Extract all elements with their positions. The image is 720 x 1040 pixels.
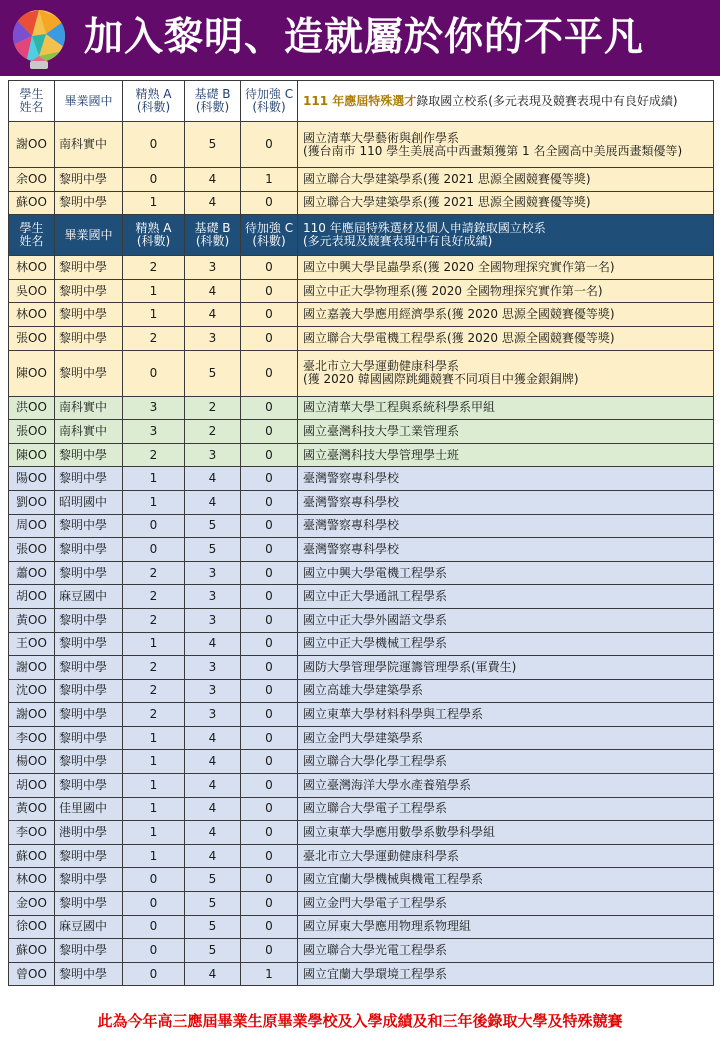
junior-high-cell: 黎明中學 <box>55 703 123 727</box>
count-b-cell: 5 <box>185 122 241 168</box>
count-c-cell: 0 <box>241 122 298 168</box>
student-name-cell: 林OO <box>9 303 55 327</box>
footer-note: 此為今年高三應屆畢業生原畢業學校及入學成績及和三年後錄取大學及特殊競賽 <box>97 1012 623 1030</box>
table-row <box>9 467 714 491</box>
admitted-department-cell: 國立中正大學通訊工程學系 <box>298 585 714 609</box>
count-b-cell: 3 <box>185 256 241 280</box>
header-student-name: 學生 姓名 <box>9 81 55 122</box>
count-a-cell: 1 <box>123 750 185 774</box>
count-a-cell: 1 <box>123 467 185 491</box>
count-a-cell: 3 <box>123 396 185 420</box>
count-a-cell: 0 <box>123 939 185 963</box>
count-a-cell: 1 <box>123 632 185 656</box>
count-a-cell: 0 <box>123 892 185 916</box>
table-row <box>9 774 714 798</box>
admitted-department-cell: 國立清華大學藝術與創作學系 (獲台南市 110 學生美展高中西畫類獲第 1 名全國高中美展西畫類優等) <box>298 122 714 168</box>
header-count-b: 基礎 B (科數) <box>185 215 241 256</box>
count-b-cell: 3 <box>185 443 241 467</box>
junior-high-cell: 黎明中學 <box>55 256 123 280</box>
count-c-cell: 0 <box>241 191 298 215</box>
count-c-cell: 0 <box>241 797 298 821</box>
count-c-cell: 0 <box>241 868 298 892</box>
junior-high-cell: 黎明中學 <box>55 168 123 192</box>
count-a-cell: 0 <box>123 962 185 986</box>
junior-high-cell: 黎明中學 <box>55 443 123 467</box>
table-row <box>9 608 714 632</box>
student-name-cell: 陳OO <box>9 443 55 467</box>
count-b-cell: 5 <box>185 939 241 963</box>
count-a-cell: 1 <box>123 844 185 868</box>
count-b-cell: 3 <box>185 608 241 632</box>
junior-high-cell: 黎明中學 <box>55 608 123 632</box>
student-name-cell: 陳OO <box>9 350 55 396</box>
student-name-cell: 張OO <box>9 326 55 350</box>
admitted-department-cell: 國立聯合大學光電工程學系 <box>298 939 714 963</box>
count-b-cell: 4 <box>185 168 241 192</box>
count-b-cell: 3 <box>185 326 241 350</box>
count-a-cell: 0 <box>123 168 185 192</box>
student-name-cell: 黃OO <box>9 797 55 821</box>
junior-high-cell: 南科實中 <box>55 396 123 420</box>
student-name-cell: 楊OO <box>9 750 55 774</box>
admitted-department-cell: 國立屏東大學應用物理系物理組 <box>298 915 714 939</box>
count-a-cell: 0 <box>123 350 185 396</box>
header-count-c: 待加強 C (科數) <box>241 215 298 256</box>
student-name-cell: 蕭OO <box>9 561 55 585</box>
count-c-cell: 0 <box>241 396 298 420</box>
header-admitted-department: 110 年應屆特殊選材及個人申請錄取國立校系 (多元表現及競賽表現中有良好成績) <box>298 215 714 256</box>
student-name-cell: 金OO <box>9 892 55 916</box>
count-c-cell: 0 <box>241 538 298 562</box>
count-c-cell: 0 <box>241 703 298 727</box>
table-row <box>9 915 714 939</box>
count-c-cell: 0 <box>241 915 298 939</box>
count-a-cell: 1 <box>123 490 185 514</box>
count-a-cell: 2 <box>123 561 185 585</box>
count-b-cell: 4 <box>185 490 241 514</box>
count-b-cell: 2 <box>185 420 241 444</box>
admitted-department-cell: 國立宜蘭大學機械與機電工程學系 <box>298 868 714 892</box>
admitted-department-cell: 國立聯合大學電機工程學系(獲 2020 思源全國競賽優等獎) <box>298 326 714 350</box>
junior-high-cell: 黎明中學 <box>55 191 123 215</box>
count-c-cell: 0 <box>241 303 298 327</box>
count-b-cell: 5 <box>185 514 241 538</box>
count-a-cell: 1 <box>123 191 185 215</box>
admitted-department-cell: 國立中興大學電機工程學系 <box>298 561 714 585</box>
table-row <box>9 726 714 750</box>
admitted-department-cell: 臺灣警察專科學校 <box>298 514 714 538</box>
count-a-cell: 1 <box>123 821 185 845</box>
table-row <box>9 585 714 609</box>
junior-high-cell: 黎明中學 <box>55 561 123 585</box>
student-name-cell: 李OO <box>9 726 55 750</box>
count-c-cell: 0 <box>241 656 298 680</box>
student-name-cell: 胡OO <box>9 585 55 609</box>
count-b-cell: 5 <box>185 892 241 916</box>
count-c-cell: 1 <box>241 168 298 192</box>
junior-high-cell: 黎明中學 <box>55 467 123 491</box>
student-name-cell: 蘇OO <box>9 939 55 963</box>
header-count-a: 精熟 A (科數) <box>123 215 185 256</box>
admitted-department-cell: 國立東華大學應用數學系數學科學組 <box>298 821 714 845</box>
header-junior-high: 畢業國中 <box>55 81 123 122</box>
count-c-cell: 0 <box>241 467 298 491</box>
table-row <box>9 396 714 420</box>
admitted-department-cell: 臺北市立大學運動健康科學系 <box>298 844 714 868</box>
junior-high-cell: 黎明中學 <box>55 726 123 750</box>
count-a-cell: 2 <box>123 585 185 609</box>
junior-high-cell: 黎明中學 <box>55 750 123 774</box>
count-a-cell: 0 <box>123 122 185 168</box>
admitted-department-cell: 國立臺灣科技大學工業管理系 <box>298 420 714 444</box>
count-a-cell: 0 <box>123 868 185 892</box>
student-name-cell: 吳OO <box>9 279 55 303</box>
junior-high-cell: 黎明中學 <box>55 962 123 986</box>
count-c-cell: 0 <box>241 774 298 798</box>
junior-high-cell: 黎明中學 <box>55 279 123 303</box>
count-a-cell: 1 <box>123 279 185 303</box>
junior-high-cell: 昭明國中 <box>55 490 123 514</box>
junior-high-cell: 黎明中學 <box>55 350 123 396</box>
count-a-cell: 0 <box>123 915 185 939</box>
student-name-cell: 林OO <box>9 256 55 280</box>
student-name-cell: 張OO <box>9 420 55 444</box>
count-c-cell: 0 <box>241 821 298 845</box>
junior-high-cell: 黎明中學 <box>55 632 123 656</box>
count-c-cell: 0 <box>241 632 298 656</box>
count-b-cell: 4 <box>185 844 241 868</box>
count-c-cell: 0 <box>241 561 298 585</box>
table-row <box>9 844 714 868</box>
admitted-department-cell: 臺灣警察專科學校 <box>298 538 714 562</box>
count-c-cell: 0 <box>241 844 298 868</box>
junior-high-cell: 黎明中學 <box>55 679 123 703</box>
student-name-cell: 曾OO <box>9 962 55 986</box>
junior-high-cell: 麻豆國中 <box>55 915 123 939</box>
count-a-cell: 2 <box>123 703 185 727</box>
count-b-cell: 4 <box>185 774 241 798</box>
junior-high-cell: 黎明中學 <box>55 303 123 327</box>
student-name-cell: 余OO <box>9 168 55 192</box>
admitted-department-cell: 國立臺灣海洋大學水產養殖學系 <box>298 774 714 798</box>
student-name-cell: 謝OO <box>9 122 55 168</box>
count-b-cell: 4 <box>185 191 241 215</box>
admitted-department-cell: 國立金門大學建築學系 <box>298 726 714 750</box>
admitted-department-cell: 國立中正大學物理系(獲 2020 全國物理探究實作第一名) <box>298 279 714 303</box>
count-a-cell: 1 <box>123 774 185 798</box>
admitted-department-cell: 國立中正大學外國語文學系 <box>298 608 714 632</box>
junior-high-cell: 黎明中學 <box>55 538 123 562</box>
count-c-cell: 0 <box>241 585 298 609</box>
count-b-cell: 5 <box>185 868 241 892</box>
student-name-cell: 謝OO <box>9 703 55 727</box>
title-banner <box>0 0 720 76</box>
page-title: 加入黎明、造就屬於你的不平凡 <box>84 15 645 60</box>
junior-high-cell: 佳里國中 <box>55 797 123 821</box>
count-b-cell: 3 <box>185 585 241 609</box>
count-a-cell: 2 <box>123 679 185 703</box>
admitted-department-cell: 國立中正大學機械工程學系 <box>298 632 714 656</box>
admitted-department-cell: 國立聯合大學電子工程學系 <box>298 797 714 821</box>
count-a-cell: 1 <box>123 726 185 750</box>
header-student-name: 學生 姓名 <box>9 215 55 256</box>
table-row <box>9 703 714 727</box>
count-b-cell: 5 <box>185 915 241 939</box>
student-name-cell: 洪OO <box>9 396 55 420</box>
table-row <box>9 939 714 963</box>
table-row <box>9 679 714 703</box>
junior-high-cell: 南科實中 <box>55 122 123 168</box>
table-row <box>9 122 714 168</box>
junior-high-cell: 黎明中學 <box>55 939 123 963</box>
junior-high-cell: 黎明中學 <box>55 868 123 892</box>
admitted-department-cell: 臺北市立大學運動健康科學系 (獲 2020 韓國國際跳繩競賽不同項目中獲金銀銅牌) <box>298 350 714 396</box>
admitted-department-cell: 國立聯合大學化學工程學系 <box>298 750 714 774</box>
junior-high-cell: 黎明中學 <box>55 656 123 680</box>
count-c-cell: 0 <box>241 726 298 750</box>
junior-high-cell: 黎明中學 <box>55 514 123 538</box>
count-c-cell: 0 <box>241 256 298 280</box>
count-b-cell: 3 <box>185 679 241 703</box>
count-c-cell: 0 <box>241 514 298 538</box>
student-name-cell: 謝OO <box>9 656 55 680</box>
header-count-a: 精熟 A (科數) <box>123 81 185 122</box>
count-c-cell: 0 <box>241 279 298 303</box>
table-row <box>9 868 714 892</box>
table-row <box>9 821 714 845</box>
count-c-cell: 0 <box>241 608 298 632</box>
count-c-cell: 0 <box>241 326 298 350</box>
count-c-cell: 0 <box>241 350 298 396</box>
table-row <box>9 561 714 585</box>
admitted-department-cell: 國立金門大學電子工程學系 <box>298 892 714 916</box>
table-row <box>9 514 714 538</box>
table-row <box>9 632 714 656</box>
student-name-cell: 林OO <box>9 868 55 892</box>
count-b-cell: 4 <box>185 821 241 845</box>
student-name-cell: 蘇OO <box>9 844 55 868</box>
count-b-cell: 3 <box>185 703 241 727</box>
admitted-department-cell: 國立聯合大學建築學系(獲 2021 思源全國競賽優等獎) <box>298 168 714 192</box>
junior-high-cell: 南科實中 <box>55 420 123 444</box>
junior-high-cell: 黎明中學 <box>55 326 123 350</box>
count-b-cell: 4 <box>185 279 241 303</box>
admitted-department-cell: 國防大學管理學院運籌管理學系(軍費生) <box>298 656 714 680</box>
count-b-cell: 4 <box>185 726 241 750</box>
table-row <box>9 892 714 916</box>
header-dept-text: 錄取國立校系(多元表現及競賽表現中有良好成績) <box>416 93 678 108</box>
junior-high-cell: 港明中學 <box>55 821 123 845</box>
student-name-cell: 沈OO <box>9 679 55 703</box>
table-row <box>9 191 714 215</box>
header-count-b: 基礎 B (科數) <box>185 81 241 122</box>
table-row <box>9 490 714 514</box>
count-b-cell: 4 <box>185 303 241 327</box>
count-a-cell: 2 <box>123 656 185 680</box>
student-name-cell: 周OO <box>9 514 55 538</box>
count-b-cell: 4 <box>185 750 241 774</box>
student-name-cell: 李OO <box>9 821 55 845</box>
count-c-cell: 0 <box>241 892 298 916</box>
admitted-department-cell: 國立嘉義大學應用經濟學系(獲 2020 思源全國競賽優等獎) <box>298 303 714 327</box>
count-a-cell: 0 <box>123 514 185 538</box>
header-count-c: 待加強 C (科數) <box>241 81 298 122</box>
table-row <box>9 797 714 821</box>
table-row <box>9 750 714 774</box>
admitted-department-cell: 臺灣警察專科學校 <box>298 467 714 491</box>
admitted-department-cell: 國立高雄大學建築學系 <box>298 679 714 703</box>
table-row <box>9 326 714 350</box>
table-row <box>9 962 714 986</box>
table-row <box>9 538 714 562</box>
count-b-cell: 3 <box>185 561 241 585</box>
table-row <box>9 256 714 280</box>
table-row <box>9 168 714 192</box>
count-c-cell: 1 <box>241 962 298 986</box>
count-a-cell: 2 <box>123 608 185 632</box>
count-a-cell: 1 <box>123 303 185 327</box>
student-name-cell: 劉OO <box>9 490 55 514</box>
table-header-row <box>9 215 714 256</box>
admitted-department-cell: 國立宜蘭大學環境工程學系 <box>298 962 714 986</box>
colorful-bulb-logo-icon <box>6 6 72 72</box>
count-b-cell: 2 <box>185 396 241 420</box>
count-c-cell: 0 <box>241 490 298 514</box>
count-a-cell: 2 <box>123 326 185 350</box>
table-row <box>9 279 714 303</box>
table-row <box>9 350 714 396</box>
count-b-cell: 3 <box>185 656 241 680</box>
admitted-department-cell: 臺灣警察專科學校 <box>298 490 714 514</box>
student-name-cell: 蘇OO <box>9 191 55 215</box>
admitted-department-cell: 國立東華大學材料科學與工程學系 <box>298 703 714 727</box>
admitted-department-cell: 國立清華大學工程與系統科學系甲組 <box>298 396 714 420</box>
header-junior-high: 畢業國中 <box>55 215 123 256</box>
student-name-cell: 張OO <box>9 538 55 562</box>
admitted-department-cell: 國立臺灣科技大學管理學士班 <box>298 443 714 467</box>
count-c-cell: 0 <box>241 420 298 444</box>
junior-high-cell: 黎明中學 <box>55 844 123 868</box>
count-a-cell: 0 <box>123 538 185 562</box>
count-b-cell: 4 <box>185 632 241 656</box>
student-name-cell: 王OO <box>9 632 55 656</box>
count-c-cell: 0 <box>241 679 298 703</box>
header-highlight: 111 年應屆特殊選才 <box>303 93 417 108</box>
student-name-cell: 黃OO <box>9 608 55 632</box>
student-name-cell: 胡OO <box>9 774 55 798</box>
junior-high-cell: 黎明中學 <box>55 774 123 798</box>
admitted-department-cell: 國立中興大學昆蟲學系(獲 2020 全國物理探究實作第一名) <box>298 256 714 280</box>
table-row <box>9 420 714 444</box>
count-b-cell: 5 <box>185 350 241 396</box>
count-a-cell: 1 <box>123 797 185 821</box>
count-a-cell: 2 <box>123 256 185 280</box>
count-b-cell: 5 <box>185 538 241 562</box>
junior-high-cell: 黎明中學 <box>55 892 123 916</box>
count-b-cell: 4 <box>185 467 241 491</box>
count-c-cell: 0 <box>241 750 298 774</box>
count-a-cell: 2 <box>123 443 185 467</box>
table-row <box>9 443 714 467</box>
table-header-row <box>9 81 714 122</box>
count-b-cell: 4 <box>185 962 241 986</box>
student-name-cell: 陽OO <box>9 467 55 491</box>
junior-high-cell: 麻豆國中 <box>55 585 123 609</box>
admissions-table <box>8 80 714 986</box>
student-name-cell: 徐OO <box>9 915 55 939</box>
admitted-department-cell: 國立聯合大學建築學系(獲 2021 思源全國競賽優等獎) <box>298 191 714 215</box>
count-b-cell: 4 <box>185 797 241 821</box>
count-a-cell: 3 <box>123 420 185 444</box>
count-c-cell: 0 <box>241 443 298 467</box>
header-admitted-department <box>298 81 714 122</box>
table-row <box>9 656 714 680</box>
count-c-cell: 0 <box>241 939 298 963</box>
table-row <box>9 303 714 327</box>
